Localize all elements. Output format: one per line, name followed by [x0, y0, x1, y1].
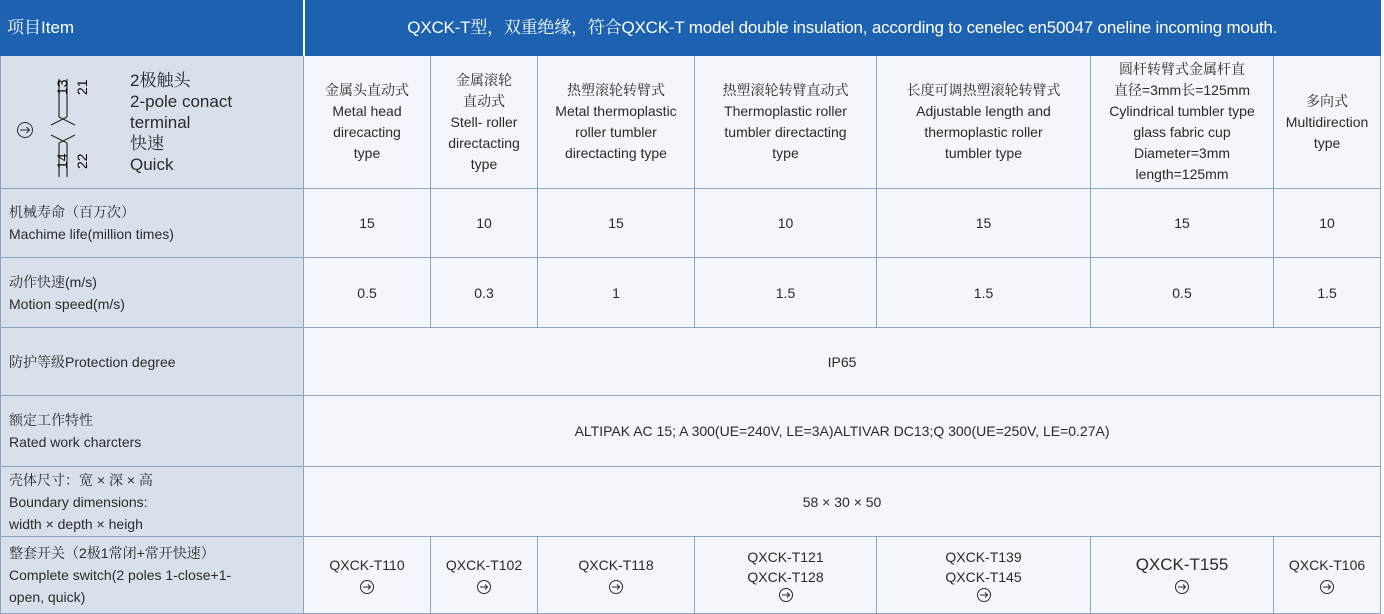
rated-label-en: Rated work charcters	[9, 434, 142, 450]
dimensions-label-en: width × depth × heigh	[9, 515, 143, 532]
life-value: 10	[431, 189, 538, 258]
speed-value: 1	[538, 258, 695, 328]
model-code: QXCK-T106	[1288, 557, 1366, 573]
life-value: 15	[877, 189, 1091, 258]
speed-value: 1.5	[877, 258, 1091, 328]
type-cell	[877, 56, 1091, 189]
speed-label	[1, 258, 304, 328]
type-cell	[1091, 56, 1274, 189]
contact-line: 2-pole conact	[130, 91, 233, 111]
contact-line: Quick	[130, 154, 174, 174]
life-label-en: Machime life(million times)	[9, 226, 174, 242]
terminal-14: 14	[54, 152, 70, 169]
contact-circle-icon	[1319, 579, 1335, 595]
type-line: direcacting	[333, 124, 401, 140]
dimensions-value: 58 × 30 × 50	[304, 467, 1381, 537]
switch-label-cn: 整套开关（2极1常闭+常开快速）	[9, 545, 215, 561]
protection-label: 防护等级Protection degree	[1, 328, 304, 396]
type-line: type	[353, 145, 381, 161]
contact-circle-icon	[778, 587, 794, 603]
life-row	[1, 189, 1381, 258]
header-row	[1, 1, 1381, 56]
rated-value: ALTIPAK AC 15; A 300(UE=240V, LE=3A)ALTIVAR DC13;Q 300(UE=250V, LE=0.27A)	[304, 396, 1381, 467]
type-line: type	[772, 145, 799, 161]
life-value: 10	[1274, 189, 1381, 258]
protection-row	[1, 328, 1381, 396]
type-line: 多向式	[1306, 92, 1349, 109]
life-value: 15	[538, 189, 695, 258]
contact-circle-icon	[976, 587, 992, 603]
type-line: type	[470, 155, 498, 172]
type-cell	[304, 56, 431, 189]
type-line: thermoplastic roller	[924, 124, 1043, 140]
terminal-21: 21	[74, 78, 90, 95]
contact-circle-icon	[1174, 579, 1190, 595]
speed-value: 0.5	[304, 258, 431, 328]
contact-cell	[1, 56, 304, 189]
type-line: length=125mm	[1135, 166, 1229, 182]
type-line: tumbler type	[944, 145, 1023, 161]
type-line: Stell- roller	[450, 113, 518, 130]
contact-circle-icon	[476, 579, 492, 595]
type-line: Thermoplastic roller	[724, 103, 847, 119]
life-value: 15	[304, 189, 431, 258]
contact-symbol-icon	[15, 65, 110, 180]
switch-row	[1, 537, 1381, 614]
type-line: 热塑滚轮转臂直动式	[722, 82, 849, 98]
type-line: directacting	[448, 134, 520, 151]
type-line: Metal thermoplastic	[555, 103, 677, 119]
model-code: QXCK-T139	[945, 549, 1022, 565]
terminal-22: 22	[74, 152, 90, 169]
type-line: Metal head	[332, 103, 402, 119]
switch-model-cell	[695, 537, 877, 614]
type-line: 直动式	[463, 92, 505, 109]
model-code: QXCK-T145	[945, 569, 1022, 585]
type-line: Adjustable length and	[916, 103, 1051, 119]
type-cell	[695, 56, 877, 189]
speed-value: 1.5	[695, 258, 877, 328]
type-line: Diameter=3mm	[1133, 145, 1231, 161]
switch-model-cell	[1274, 537, 1381, 614]
type-line: tumbler directacting	[724, 124, 847, 140]
speed-label-en: Motion speed(m/s)	[9, 295, 125, 312]
dimensions-label	[1, 467, 304, 537]
rated-label	[1, 396, 304, 467]
rated-row	[1, 396, 1381, 467]
dimensions-label-en: Boundary dimensions:	[9, 493, 148, 510]
model-code: QXCK-T121	[747, 549, 824, 565]
type-line: 热塑滚轮转臂式	[567, 82, 665, 98]
speed-value: 0.3	[431, 258, 538, 328]
switch-label-en: Complete switch(2 poles 1-close+1-	[9, 567, 232, 583]
contact-circle-icon	[359, 579, 375, 595]
life-value: 10	[695, 189, 877, 258]
life-value: 15	[1091, 189, 1274, 258]
switch-label-en: open, quick)	[9, 589, 86, 605]
type-line: glass fabric cup	[1133, 124, 1231, 140]
contact-line: 快速	[130, 133, 164, 153]
life-label-cn: 机械寿命（百万次）	[9, 204, 135, 220]
switch-model-cell	[1091, 537, 1274, 614]
speed-value: 0.5	[1091, 258, 1274, 328]
types-row	[1, 56, 1381, 189]
type-cell	[1274, 56, 1381, 189]
speed-row	[1, 258, 1381, 328]
type-line: 金属滚轮	[456, 71, 512, 88]
rated-label-cn: 额定工作特性	[9, 412, 93, 428]
type-line: roller tumbler	[575, 124, 657, 140]
model-code: QXCK-T118	[578, 557, 654, 573]
type-cell	[431, 56, 538, 189]
type-line: 直径=3mm长=125mm	[1113, 82, 1251, 98]
type-cell	[538, 56, 695, 189]
dimensions-label-cn: 壳体尺寸：宽 × 深 × 高	[9, 471, 153, 488]
model-code: QXCK-T155	[1135, 555, 1229, 574]
speed-label-cn: 动作快速(m/s)	[9, 273, 97, 290]
model-code: QXCK-T110	[329, 557, 405, 573]
type-line: Multidirection	[1285, 113, 1369, 130]
life-label	[1, 189, 304, 258]
type-line: directacting type	[565, 145, 667, 161]
series-title: QXCK-T型，双重绝缘，符合QXCK-T model double insulation, according to cenelec en50047 oneline incoming mouth.	[304, 1, 1381, 56]
type-line: Cylindrical tumbler type	[1109, 103, 1255, 119]
switch-model-cell	[304, 537, 431, 614]
type-line: 长度可调热塑滚轮转臂式	[906, 82, 1061, 98]
contact-description	[130, 70, 232, 175]
contact-line: 2极触头	[130, 70, 191, 90]
type-line: type	[1313, 134, 1341, 151]
speed-value: 1.5	[1274, 258, 1381, 328]
model-code: QXCK-T128	[747, 569, 824, 585]
contact-line: terminal	[130, 112, 191, 132]
terminal-13: 13	[54, 78, 70, 95]
item-header: 项目Item	[1, 1, 304, 56]
model-code: QXCK-T102	[445, 557, 523, 573]
type-line: 圆杆转臂式金属杆直	[1119, 61, 1245, 77]
contact-circle-icon	[608, 579, 624, 595]
dimensions-row	[1, 467, 1381, 537]
type-line: 金属头直动式	[325, 82, 409, 98]
switch-model-cell	[538, 537, 695, 614]
switch-model-cell	[431, 537, 538, 614]
switch-model-cell	[877, 537, 1091, 614]
protection-value: IP65	[304, 328, 1381, 396]
switch-label	[1, 537, 304, 614]
